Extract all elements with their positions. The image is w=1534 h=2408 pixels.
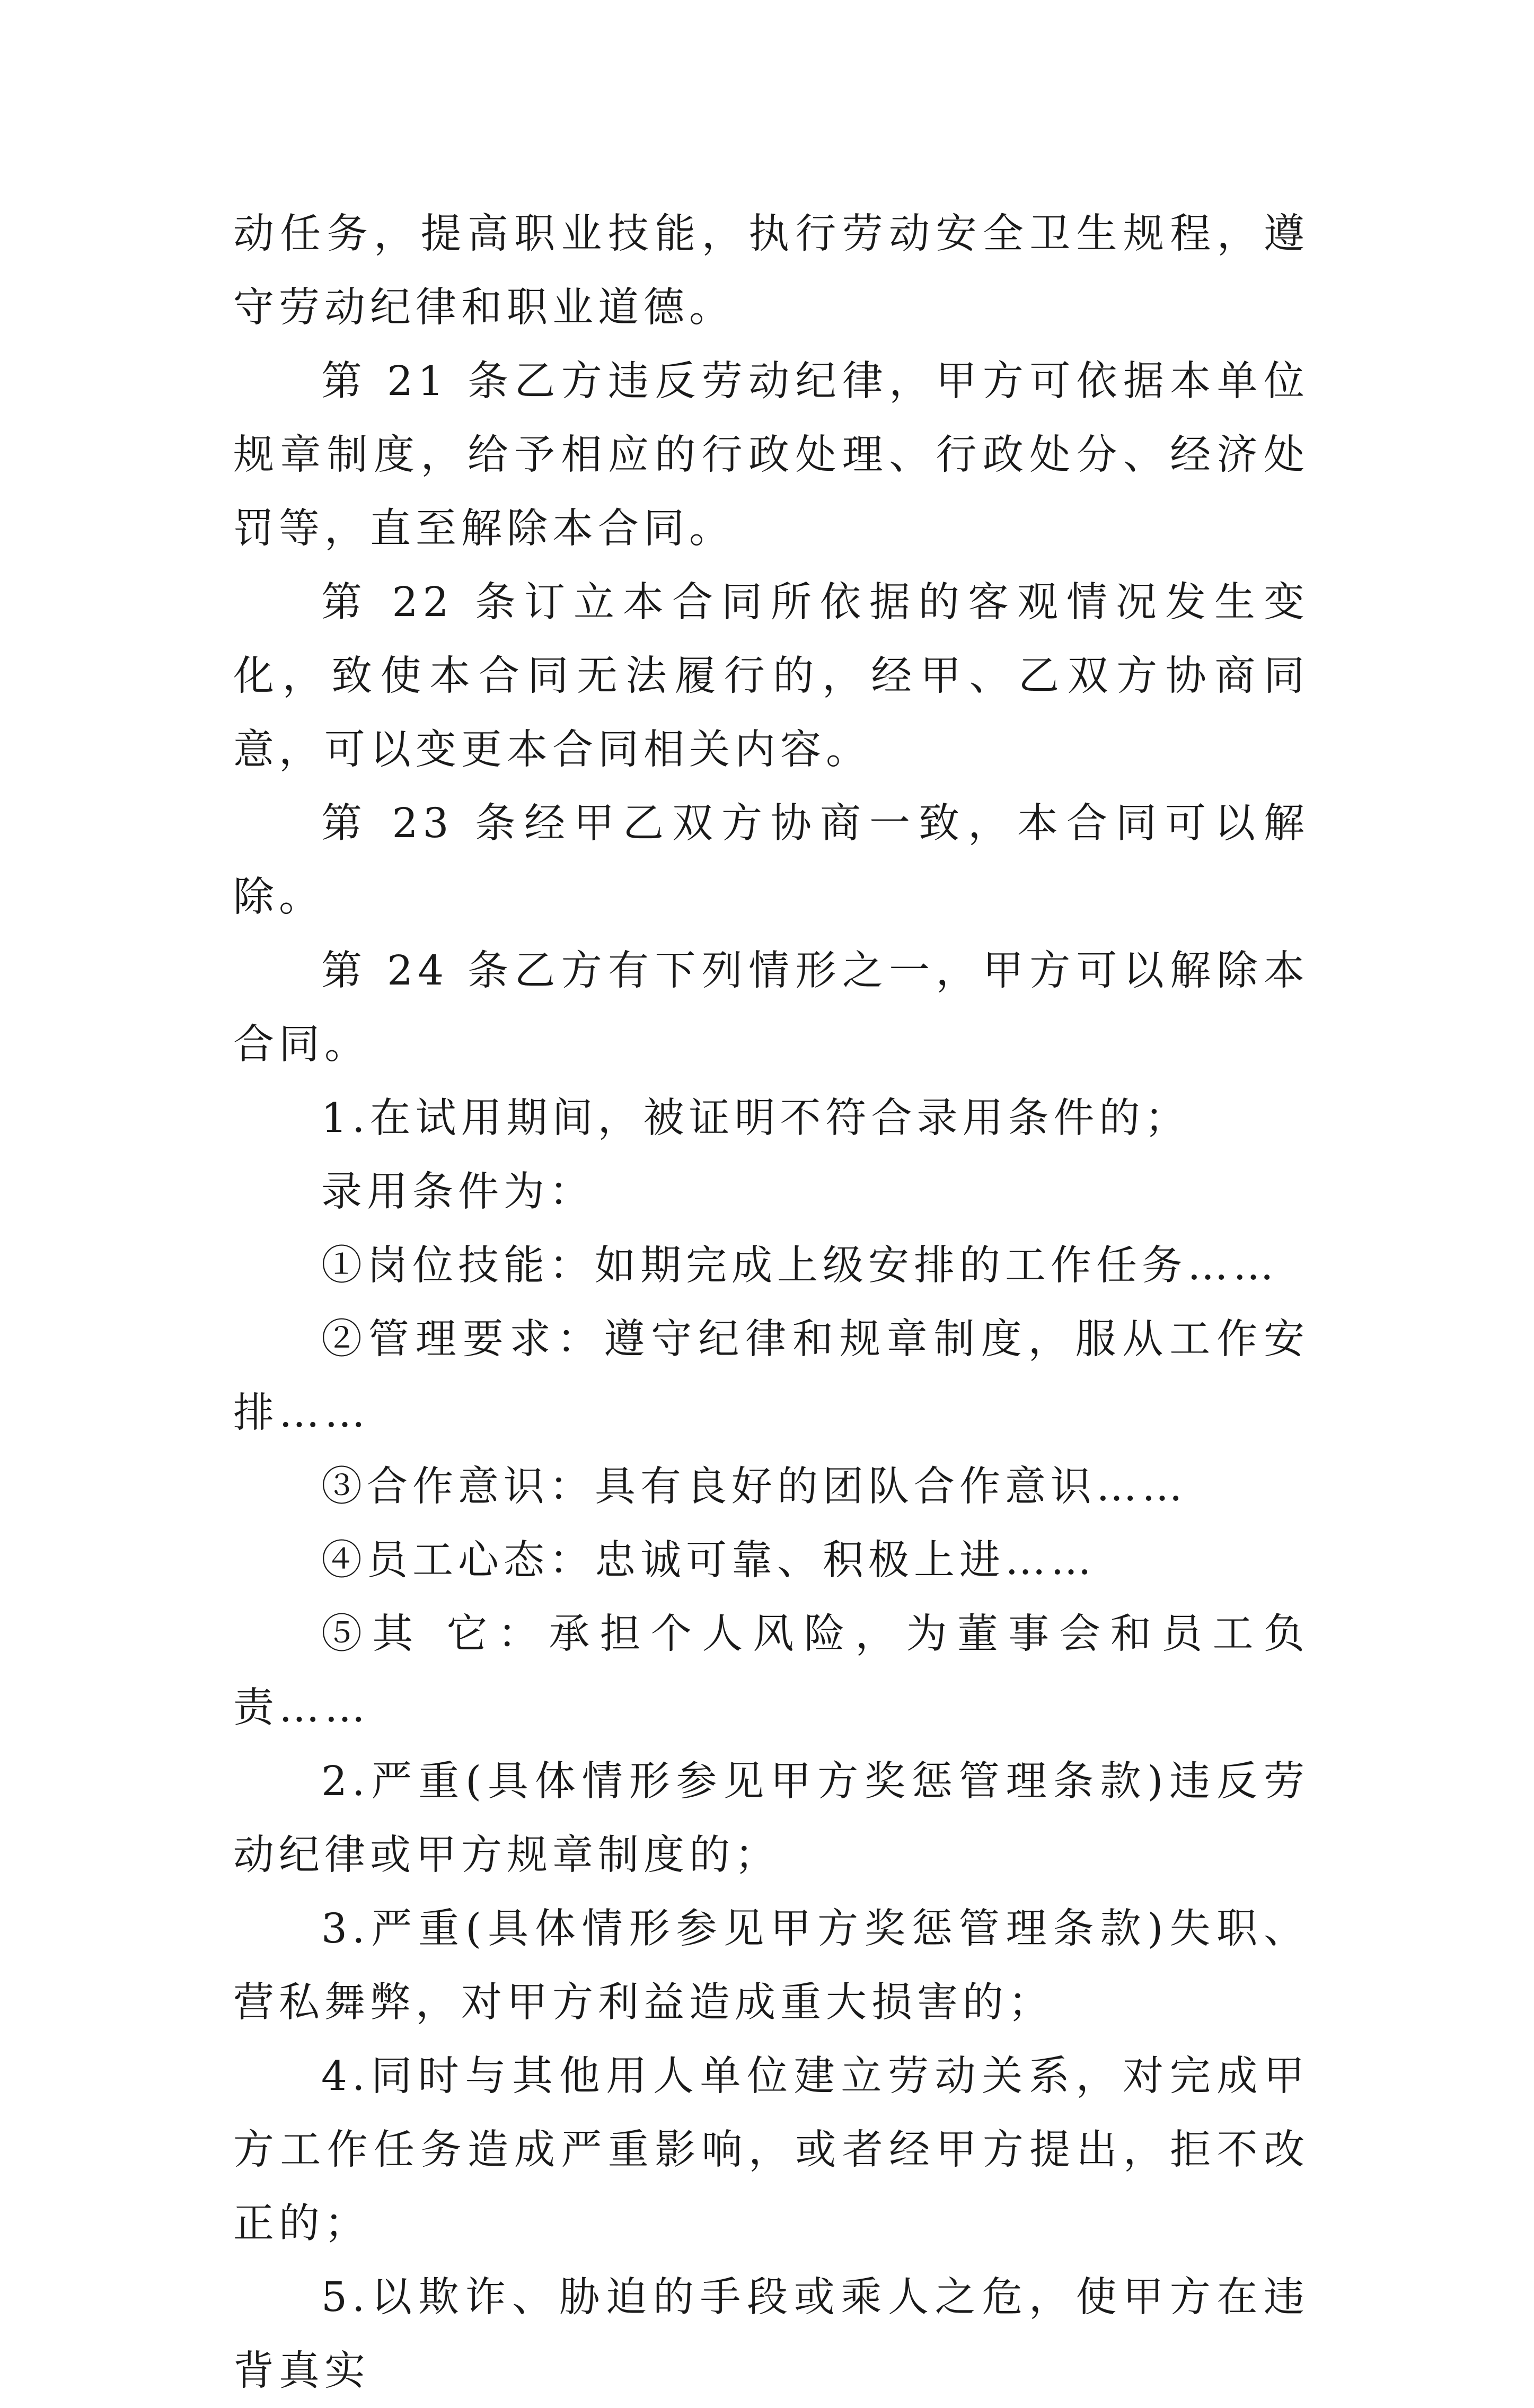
hiring-conditions-heading: 录用条件为： <box>321 1168 595 1216</box>
condition-item-2: ②管理要求：遵守纪律和规章制度，服从工作安排…… <box>233 1316 1309 1437</box>
condition-item-1: ①岗位技能：如期完成上级安排的工作任务…… <box>321 1242 1279 1289</box>
list-item-5: 5.以欺诈、胁迫的手段或乘人之危，使甲方在违背真实 <box>233 2274 1309 2395</box>
list-item-3: 3.严重(具体情形参见甲方奖惩管理条款)失职、营私舞弊，对甲方利益造成重大损害的； <box>233 1905 1309 2026</box>
article-21: 第 21 条乙方违反劳动纪律，甲方可依据本单位规章制度，给予相应的行政处理、行政处分、经济处罚等，直至解除本合同。 <box>233 358 1309 552</box>
condition-item-4: ④员工心态：忠诚可靠、积极上进…… <box>321 1537 1096 1584</box>
document-body <box>233 197 1309 2408</box>
condition-item-3: ③合作意识：具有良好的团队合作意识…… <box>321 1463 1187 1510</box>
article-24: 第 24 条乙方有下列情形之一，甲方可以解除本合同。 <box>233 947 1309 1068</box>
list-item-4: 4.同时与其他用人单位建立劳动关系，对完成甲方工作任务造成严重影响，或者经甲方提出，拒不改正的； <box>233 2053 1309 2247</box>
condition-item-5: ⑤其 它：承担个人风险，为董事会和员工负责…… <box>233 1611 1309 1732</box>
list-item-2: 2.严重(具体情形参见甲方奖惩管理条款)违反劳动纪律或甲方规章制度的； <box>233 1758 1309 1879</box>
article-22: 第 22 条订立本合同所依据的客观情况发生变化，致使本合同无法履行的，经甲、乙双方协商同意，可以变更本合同相关内容。 <box>233 579 1309 774</box>
paragraph-continuation: 动任务，提高职业技能，执行劳动安全卫生规程，遵守劳动纪律和职业道德。 <box>233 210 1309 331</box>
article-23: 第 23 条经甲乙双方协商一致，本合同可以解除。 <box>233 800 1309 921</box>
list-item-1: 1.在试用期间，被证明不符合录用条件的； <box>321 1095 1191 1142</box>
